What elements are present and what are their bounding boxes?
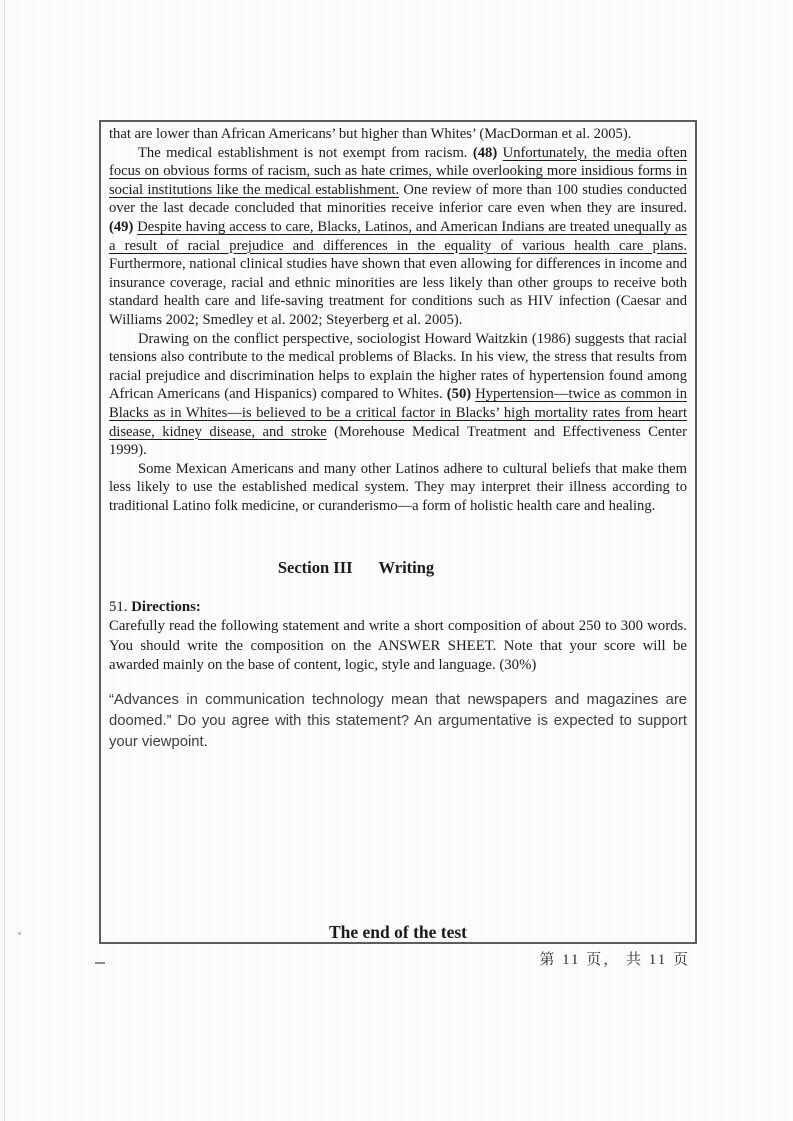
stray-dash-mark (95, 962, 105, 964)
directions-label: Directions: (131, 599, 201, 616)
paragraph-continuation: that are lower than African Americans’ but higher than Whites’ (MacDorman et al. 2005). (109, 126, 632, 142)
question-number: 51. (109, 599, 128, 616)
text-segment: The medical establishment is not exempt from racism. (138, 144, 473, 161)
underlined-sentence-50: Hypertension—twice as common in Blacks as in Whites—is believed to be a critical factor in Blacks’ high mortality rates from heart disease, kidney disease, and stroke (109, 386, 687, 440)
scan-speck (18, 932, 21, 935)
paragraph-mexican-americans: Some Mexican Americans and many other Latinos adhere to cultural beliefs that make them less likely to use the established medical system. They may interpret their illness according to traditional Latino folk medicine, or curanderismo—a form of holistic health care and healing. (109, 460, 687, 514)
directions-body: Carefully read the following statement and write a short composition of about 250 to 300 words. You should write the composition on the ANSWER SHEET. Note that your score will be awarded mainly on the base of content, logic, style and language. (30%) (109, 618, 687, 674)
paragraph-medical-establishment (109, 144, 687, 330)
writing-prompt-statement: “Advances in communication technology mean that newspapers and magazines are doomed.” Do you agree with this statement? An argumentative is expected to support your viewpoint. (109, 692, 687, 751)
section-heading-right: Writing (378, 558, 435, 578)
section-heading (67, 558, 645, 577)
cloze-number-50: (50) (446, 386, 476, 403)
text-segment: Furthermore, national clinical studies have shown that even allowing for differences in income and insurance coverage, racial and ethnic minorities are less likely than other groups to receive both standard health care and life-saving treatment for conditions such as HIV infection (Caesar and Williams 2002; Smedley et al. 2002; Steyerberg et al. 2005). (109, 256, 687, 328)
directions-label-line (109, 598, 687, 617)
text-segment: One review of more than 100 studies conducted over the last decade concluded that minorities receive inferior care even when they are insured. (109, 181, 687, 217)
text-segment: (Morehouse Medical Treatment and Effectiveness Center 1999). (109, 423, 687, 459)
section-heading-left: Section III (277, 558, 353, 578)
underlined-sentence-49: Despite having access to care, Blacks, Latinos, and American Indians are treated unequally as a result of racial prejudice and differences in the equality of various health care plans. (109, 218, 688, 254)
cloze-number-49: (49) (109, 218, 138, 235)
underlined-sentence-48: Unfortunately, the media often focus on obvious forms of racism, such as hate crimes, while overlooking more insidious forms in social institutions like the medical establishment. (109, 144, 688, 198)
scan-edge-line (4, 0, 5, 1121)
cloze-number-48: (48) (472, 144, 503, 161)
document-border-box (99, 120, 697, 944)
paragraph-conflict-perspective (109, 330, 687, 460)
page-number-footer: 第 11 页， 共 11 页 (539, 952, 690, 968)
end-of-test-label: The end of the test (328, 922, 468, 942)
text-segment: Drawing on the conflict perspective, sociologist Howard Waitzkin (1986) suggests that racial tensions also contribute to the medical problems of Blacks. In his view, the stress that results from racial prejudice and discrimination helps to explain the higher rates of hypertension found among African Americans (and Hispanics) compared to Whites. (109, 330, 687, 403)
